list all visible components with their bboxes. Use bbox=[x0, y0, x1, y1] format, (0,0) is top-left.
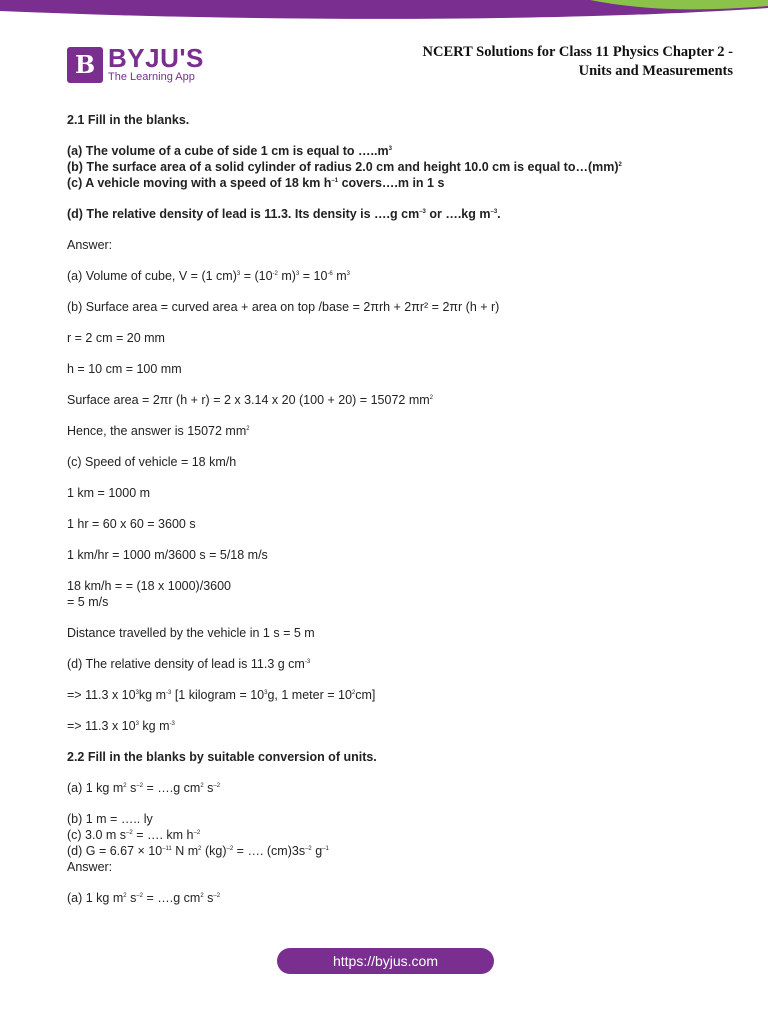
answer-label-2: Answer: bbox=[67, 860, 113, 874]
question-2-1-heading: 2.1 Fill in the blanks. bbox=[67, 113, 190, 127]
radius-line: r = 2 cm = 20 mm bbox=[67, 331, 165, 345]
hr-line: 1 hr = 60 x 60 = 3600 s bbox=[67, 517, 196, 531]
conversion-line-2: = 5 m/s bbox=[67, 595, 109, 609]
conversion-line-1: 18 km/h = = (18 x 1000)/3600 bbox=[67, 579, 231, 593]
answer-label: Answer: bbox=[67, 238, 113, 252]
question-2-2-d: (d) $G = 6.67 \times 10^{-11}$ N $m^2$ (kg)$^{-2}$ = …. $(cm)3s^{-2}$ $g^{-1}$ bbox=[67, 844, 329, 858]
density-step-2: => 11.3 x $10^3$ kg $m^{-3}$ bbox=[67, 719, 175, 733]
answer-c: (c) Speed of vehicle = 18 km/h bbox=[67, 455, 237, 469]
answer-2-2-a: (a) 1 kg $m^2$ $s^{-2}$ = ….g $cm^2$ $s^{-2}$ bbox=[67, 891, 221, 905]
document-title bbox=[313, 43, 733, 81]
question-2-1-d: (d) The relative density of lead is 11.3. Its density is ….g $cm^{-3}$ or ….kg $m^{-3}$. bbox=[67, 207, 501, 221]
height-line: h = 10 cm = 100 mm bbox=[67, 362, 182, 376]
title-line-2: Units and Measurements bbox=[578, 63, 733, 79]
question-2-2-b: (b) 1 m = ….. ly bbox=[67, 812, 153, 826]
question-2-2-c: (c) 3.0 m $s^{-2}$ = …. km $h^{-2}$ bbox=[67, 828, 201, 842]
surface-area-calc: Surface area = 2πr (h + r) = 2 x 3.14 x 20 (100 + 20) = 15072 $mm^2$ bbox=[67, 393, 433, 407]
km-line: 1 km = 1000 m bbox=[67, 486, 151, 500]
question-2-2-a: (a) 1 kg $m^2$ $s^{-2}$ = ….g $cm^2$ $s^{-2}$ bbox=[67, 781, 221, 795]
question-2-2-heading: 2.2 Fill in the blanks by suitable conversion of units. bbox=[67, 750, 377, 764]
footer-url-link[interactable]: https://byjus.com bbox=[277, 948, 494, 974]
brand-tagline: The Learning App bbox=[108, 71, 195, 83]
answer-a: (a) Volume of cube, V = (1 $cm)^3 = (10^{-2}$ $m)^3 = 10^{-6}$ $m^3$ bbox=[67, 269, 351, 283]
question-2-1-a: (a) The volume of a cube of side 1 cm is equal to $\dots..m^3$ bbox=[67, 144, 392, 158]
density-step-1: => 11.3 x $10^3kg$ $m^{-3}$ [1 kilogram = $10^3g$, 1 meter = $10^2cm$] bbox=[67, 688, 376, 702]
question-2-1-b: (b) The surface area of a solid cylinder of radius 2.0 cm and height 10.0 cm is equal to…(mm)$^2$ bbox=[67, 160, 622, 174]
question-2-1-c: (c) A vehicle moving with a speed of 18 km $h^{-1}$ covers….m in 1 s bbox=[67, 176, 445, 190]
answer-b: (b) Surface area = curved area + area on top /base = 2πrh + 2πr² = 2πr (h + r) bbox=[67, 300, 500, 314]
brand-logo bbox=[67, 43, 204, 84]
title-line-1: NCERT Solutions for Class 11 Physics Chapter 2 - bbox=[422, 44, 733, 60]
kmhr-line: 1 km/hr = 1000 m/3600 s = 5/18 m/s bbox=[67, 548, 268, 562]
brand-name: BYJU'S bbox=[108, 43, 204, 73]
hence-line: Hence, the answer is 15072 $mm^2$ bbox=[67, 424, 250, 438]
distance-line: Distance travelled by the vehicle in 1 s = 5 m bbox=[67, 626, 315, 640]
answer-d: (d) The relative density of lead is 11.3 g $cm^{-3}$ bbox=[67, 657, 311, 671]
page-content bbox=[67, 112, 747, 921]
logo-mark-icon: B bbox=[67, 47, 103, 83]
header-color-band bbox=[0, 0, 768, 20]
